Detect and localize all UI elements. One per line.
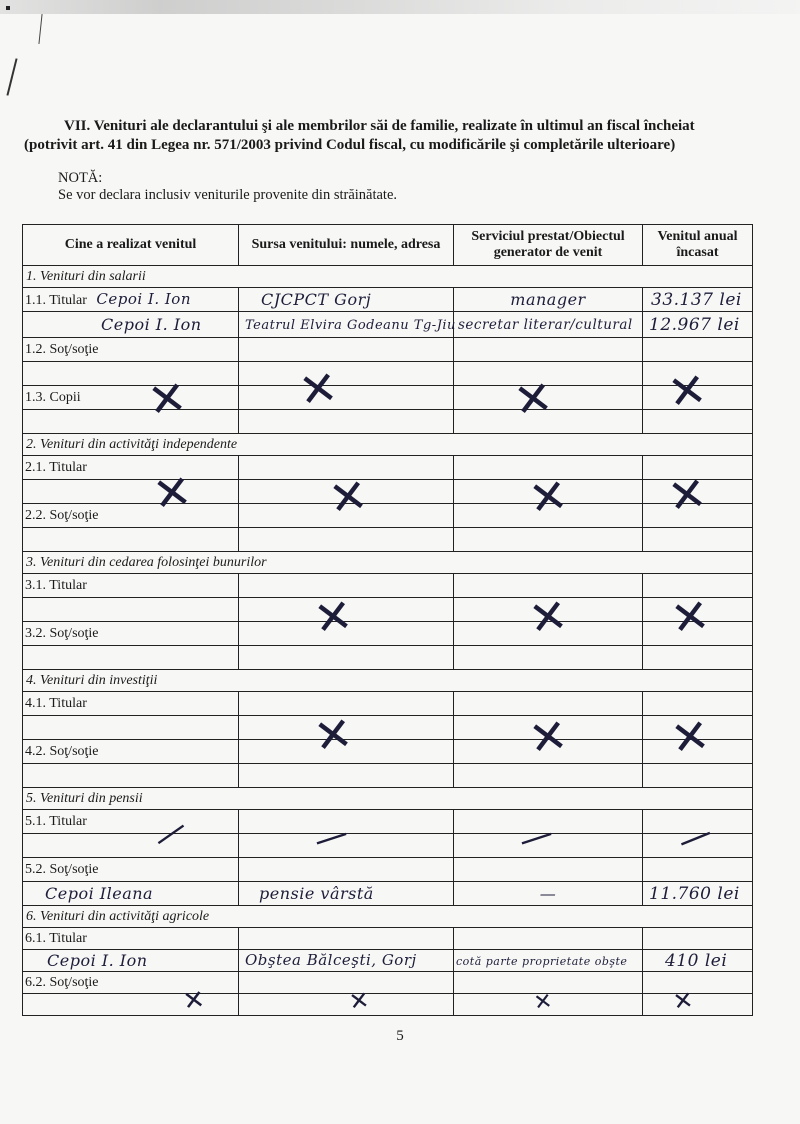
header-source: Sursa venitului: numele, adresa (239, 225, 454, 266)
nota-label: NOTĂ: (58, 170, 103, 186)
handwritten-service: — (539, 883, 557, 903)
handwritten-income: 12.967 lei (649, 314, 740, 335)
cross-mark: ✕ (144, 369, 191, 429)
table-row (23, 972, 753, 994)
table-cell (643, 950, 753, 972)
table-row (23, 646, 753, 670)
scan-mark (38, 14, 42, 44)
table-cell (454, 288, 643, 312)
cross-mark: ✕ (310, 705, 357, 765)
scan-mark (6, 58, 17, 95)
table-row (23, 764, 753, 788)
heading-line-1: VII. Venituri ale declarantului şi ale membrilor săi de familie, realizate în ultimul an fiscal încheiat (64, 118, 695, 134)
handwritten-service: cotă parte proprietate obşte (456, 954, 628, 968)
section-row (23, 434, 753, 456)
table-row (23, 312, 753, 338)
handwritten-income: 11.760 lei (649, 883, 740, 904)
scan-mark (6, 6, 10, 10)
section-title: 1. Venituri din salarii (23, 266, 753, 288)
cross-mark: ✕ (525, 707, 572, 767)
handwritten-name: Cepoi I. Ion (101, 314, 202, 334)
table-row (23, 362, 753, 386)
table-cell (23, 882, 239, 906)
nota-text: Se vor declara inclusiv veniturile provenite din străinătate. (58, 187, 398, 203)
table-cell (454, 882, 643, 906)
table-row (23, 288, 753, 312)
cross-mark: ✕ (510, 369, 557, 429)
handwritten-source: Obştea Bălceşti, Gorj (245, 951, 417, 969)
row-label: 5.1. Titular (23, 810, 239, 834)
table-row (23, 504, 753, 528)
strike-mark: — (671, 812, 719, 862)
cross-mark: ✕ (181, 984, 207, 1018)
handwritten-name: Cepoi Ileana (45, 883, 154, 903)
table-row (23, 692, 753, 716)
section-title: 5. Venituri din pensii (23, 788, 753, 810)
cross-mark: ✕ (667, 587, 714, 647)
handwritten-source: pensie vârstă (259, 883, 374, 903)
table-row (23, 994, 753, 1016)
table-cell (454, 312, 643, 338)
section-row (23, 552, 753, 574)
table-row (23, 574, 753, 598)
row-label: 1.3. Copii ✕ (23, 386, 239, 410)
row-label: 4.2. Soţ/soţie (23, 740, 239, 764)
table-row (23, 386, 753, 410)
table-cell (239, 288, 454, 312)
section-title: 2. Venituri din activităţi independente (23, 434, 753, 456)
row-label: 3.1. Titular (23, 574, 239, 598)
table-row (23, 622, 753, 646)
table-row (23, 858, 753, 882)
row-label: 4.1. Titular (23, 692, 239, 716)
handwritten-source: Teatrul Elvira Godeanu Tg-Jiu (245, 317, 456, 333)
section-title: 3. Venituri din cedarea folosinţei bunurilor (23, 552, 753, 574)
table-row (23, 410, 753, 434)
cross-mark: ✕ (664, 361, 711, 421)
section-row (23, 670, 753, 692)
table-row (23, 834, 753, 858)
cross-mark: ✕ (295, 359, 342, 419)
table-cell (239, 312, 454, 338)
cross-mark: ✕ (525, 467, 572, 527)
cross-mark: ✕ (532, 988, 555, 1017)
table-header-row (23, 225, 753, 266)
page-number: 5 (396, 1028, 404, 1044)
section-heading (24, 117, 764, 155)
row-label: 5.2. Soţ/soţie (23, 858, 239, 882)
cross-mark: ✕ (667, 707, 714, 767)
strike-mark: — (308, 812, 354, 862)
table-cell (23, 312, 239, 338)
cross-mark: ✕ (310, 587, 357, 647)
row-label: 6.2. Soţ/soţie (23, 972, 239, 994)
section-title: 6. Venituri din activităţi agricole (23, 906, 753, 928)
table-cell (239, 950, 454, 972)
table-row (23, 950, 753, 972)
header-income: Venitul anual încasat (643, 225, 753, 266)
handwritten-income: 33.137 lei (651, 289, 742, 310)
table-cell (454, 950, 643, 972)
table-row (23, 456, 753, 480)
row-label: 2.1. Titular (23, 456, 239, 480)
income-table (22, 224, 752, 1016)
table-row (23, 882, 753, 906)
handwritten-source: CJCPCT Gorj (261, 289, 372, 309)
table-row (23, 480, 753, 504)
table-row (23, 716, 753, 740)
cross-mark: ✕ (664, 465, 711, 525)
cross-mark: ✕ (149, 463, 196, 523)
table-cell (643, 288, 753, 312)
table-row (23, 528, 753, 552)
table-cell (23, 950, 239, 972)
cross-mark: ✕ (347, 985, 371, 1017)
table-row (23, 928, 753, 950)
cross-mark: ✕ (325, 467, 372, 527)
header-service: Serviciul prestat/Obiectul generator de venit (454, 225, 643, 266)
row-label: 1.1. Titular Cepoi I. Ion (23, 288, 239, 312)
section-row (23, 266, 753, 288)
scan-top-edge (0, 0, 800, 14)
strike-mark: — (144, 806, 196, 860)
cross-mark: ✕ (525, 587, 572, 647)
row-label: 6.1. Titular (23, 928, 239, 950)
row-label: 1.2. Soţ/soţie (23, 338, 239, 362)
strike-mark: — (513, 812, 559, 862)
table-row (23, 740, 753, 764)
section-row (23, 788, 753, 810)
table-row (23, 598, 753, 622)
section-row (23, 906, 753, 928)
handwritten-income: 410 lei (665, 950, 728, 971)
handwritten-name: Cepoi I. Ion (96, 290, 191, 308)
handwritten-name: Cepoi I. Ion (47, 950, 148, 970)
handwritten-service: secretar literar/cultural (458, 316, 633, 333)
table-row (23, 810, 753, 834)
table-cell (239, 882, 454, 906)
table-row (23, 338, 753, 362)
handwritten-service: manager (510, 289, 586, 309)
row-label: 2.2. Soţ/soţie (23, 504, 239, 528)
table-cell (643, 312, 753, 338)
header-who: Cine a realizat venitul (23, 225, 239, 266)
row-label: 3.2. Soţ/soţie (23, 622, 239, 646)
table-cell (643, 882, 753, 906)
cross-mark: ✕ (671, 985, 695, 1017)
section-title: 4. Venituri din investiţii (23, 670, 753, 692)
heading-line-2: (potrivit art. 41 din Legea nr. 571/2003 privind Codul fiscal, cu modificările şi completările ulterioare) (24, 137, 676, 153)
